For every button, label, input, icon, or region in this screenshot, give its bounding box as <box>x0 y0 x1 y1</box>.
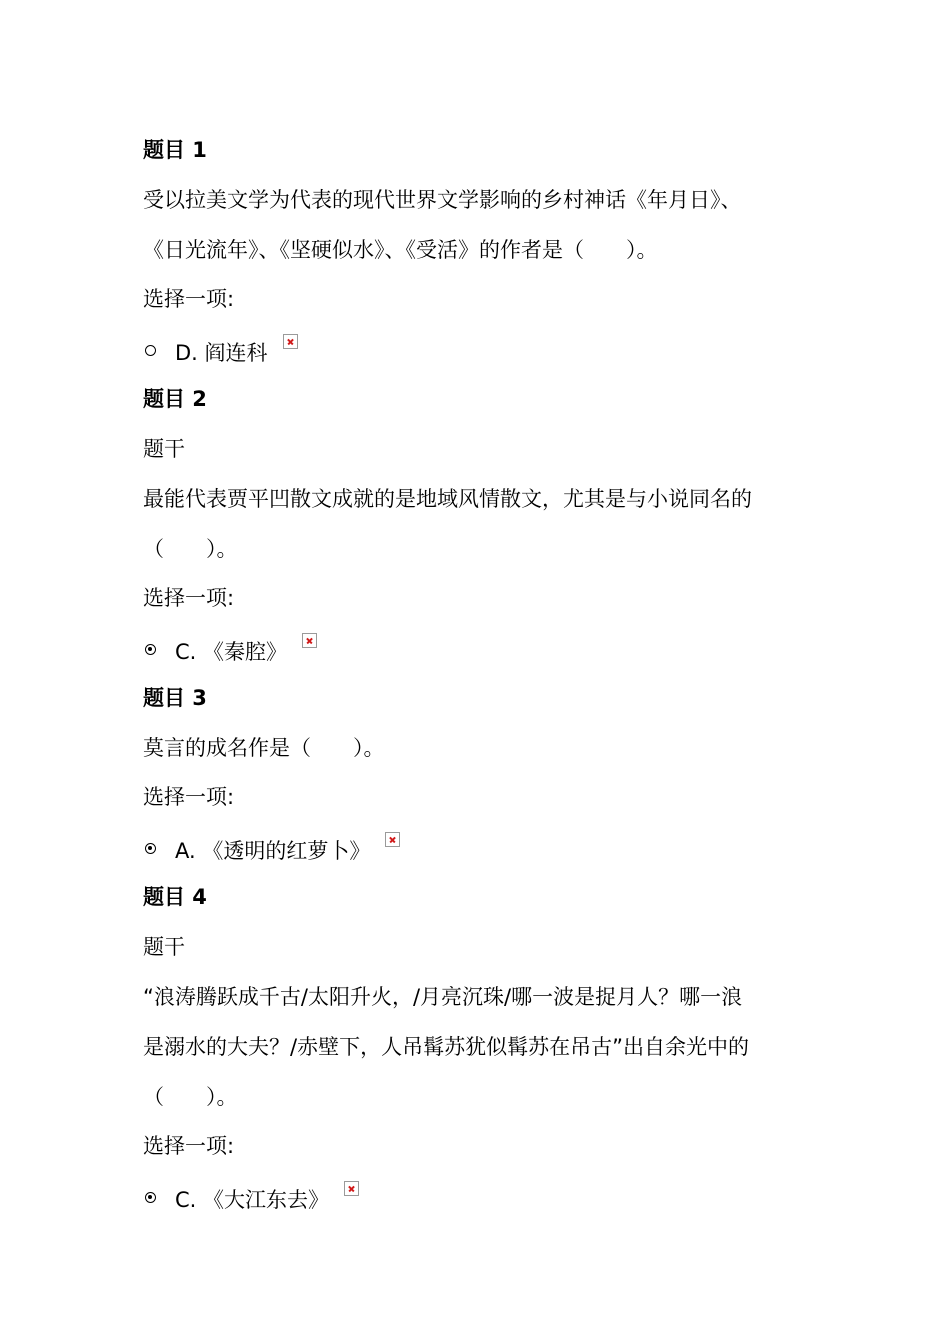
question-3-text-line-1: 莫言的成名作是（ ）。 <box>143 736 385 760</box>
question-3-prompt: 选择一项: <box>143 785 235 809</box>
question-1-option-label: D. 阎连科 <box>175 341 268 365</box>
question-3-title: 题目 3 <box>143 686 207 710</box>
question-4-stem-label: 题干 <box>143 935 185 959</box>
question-1-text-line-2: 《日光流年》、《坚硬似水》、《受活》的作者是（ ）。 <box>143 238 658 262</box>
question-2-text-line-2: （ ）。 <box>143 537 238 561</box>
question-1-option[interactable] <box>143 338 298 368</box>
question-3-option[interactable] <box>143 836 400 866</box>
question-1-text-line-1: 受以拉美文学为代表的现代世界文学影响的乡村神话《年月日》、 <box>143 188 742 212</box>
radio-checked-icon[interactable] <box>145 644 156 655</box>
question-4-text-line-3: （ ）。 <box>143 1085 238 1109</box>
question-2-option[interactable] <box>143 637 317 667</box>
question-1-prompt: 选择一项: <box>143 287 235 311</box>
broken-image-icon <box>283 334 298 349</box>
question-1-title: 题目 1 <box>143 138 207 162</box>
question-2-stem-label: 题干 <box>143 437 185 461</box>
question-2-prompt: 选择一项: <box>143 586 235 610</box>
question-4-text-line-2: 是溺水的大夫？/赤壁下，人吊髯苏犹似髯苏在吊古”出自余光中的 <box>143 1035 749 1059</box>
question-3-option-label: A. 《透明的红萝卜》 <box>175 839 371 863</box>
radio-checked-icon[interactable] <box>145 843 156 854</box>
question-4-option-label: C. 《大江东去》 <box>175 1188 330 1212</box>
question-4-option[interactable] <box>143 1185 359 1215</box>
radio-checked-icon[interactable] <box>145 1192 156 1203</box>
question-2-option-label: C. 《秦腔》 <box>175 640 288 664</box>
question-4-prompt: 选择一项: <box>143 1134 235 1158</box>
question-2-title: 题目 2 <box>143 387 207 411</box>
question-4-text-line-1: “浪涛腾跃成千古/太阳升火，/月亮沉珠/哪一波是捉月人？哪一浪 <box>143 985 743 1009</box>
radio-unchecked-icon[interactable] <box>145 345 156 356</box>
broken-image-icon <box>302 633 317 648</box>
question-2-text-line-1: 最能代表贾平凹散文成就的是地域风情散文，尤其是与小说同名的 <box>143 487 752 511</box>
broken-image-icon <box>344 1181 359 1196</box>
broken-image-icon <box>385 832 400 847</box>
question-4-title: 题目 4 <box>143 885 207 909</box>
